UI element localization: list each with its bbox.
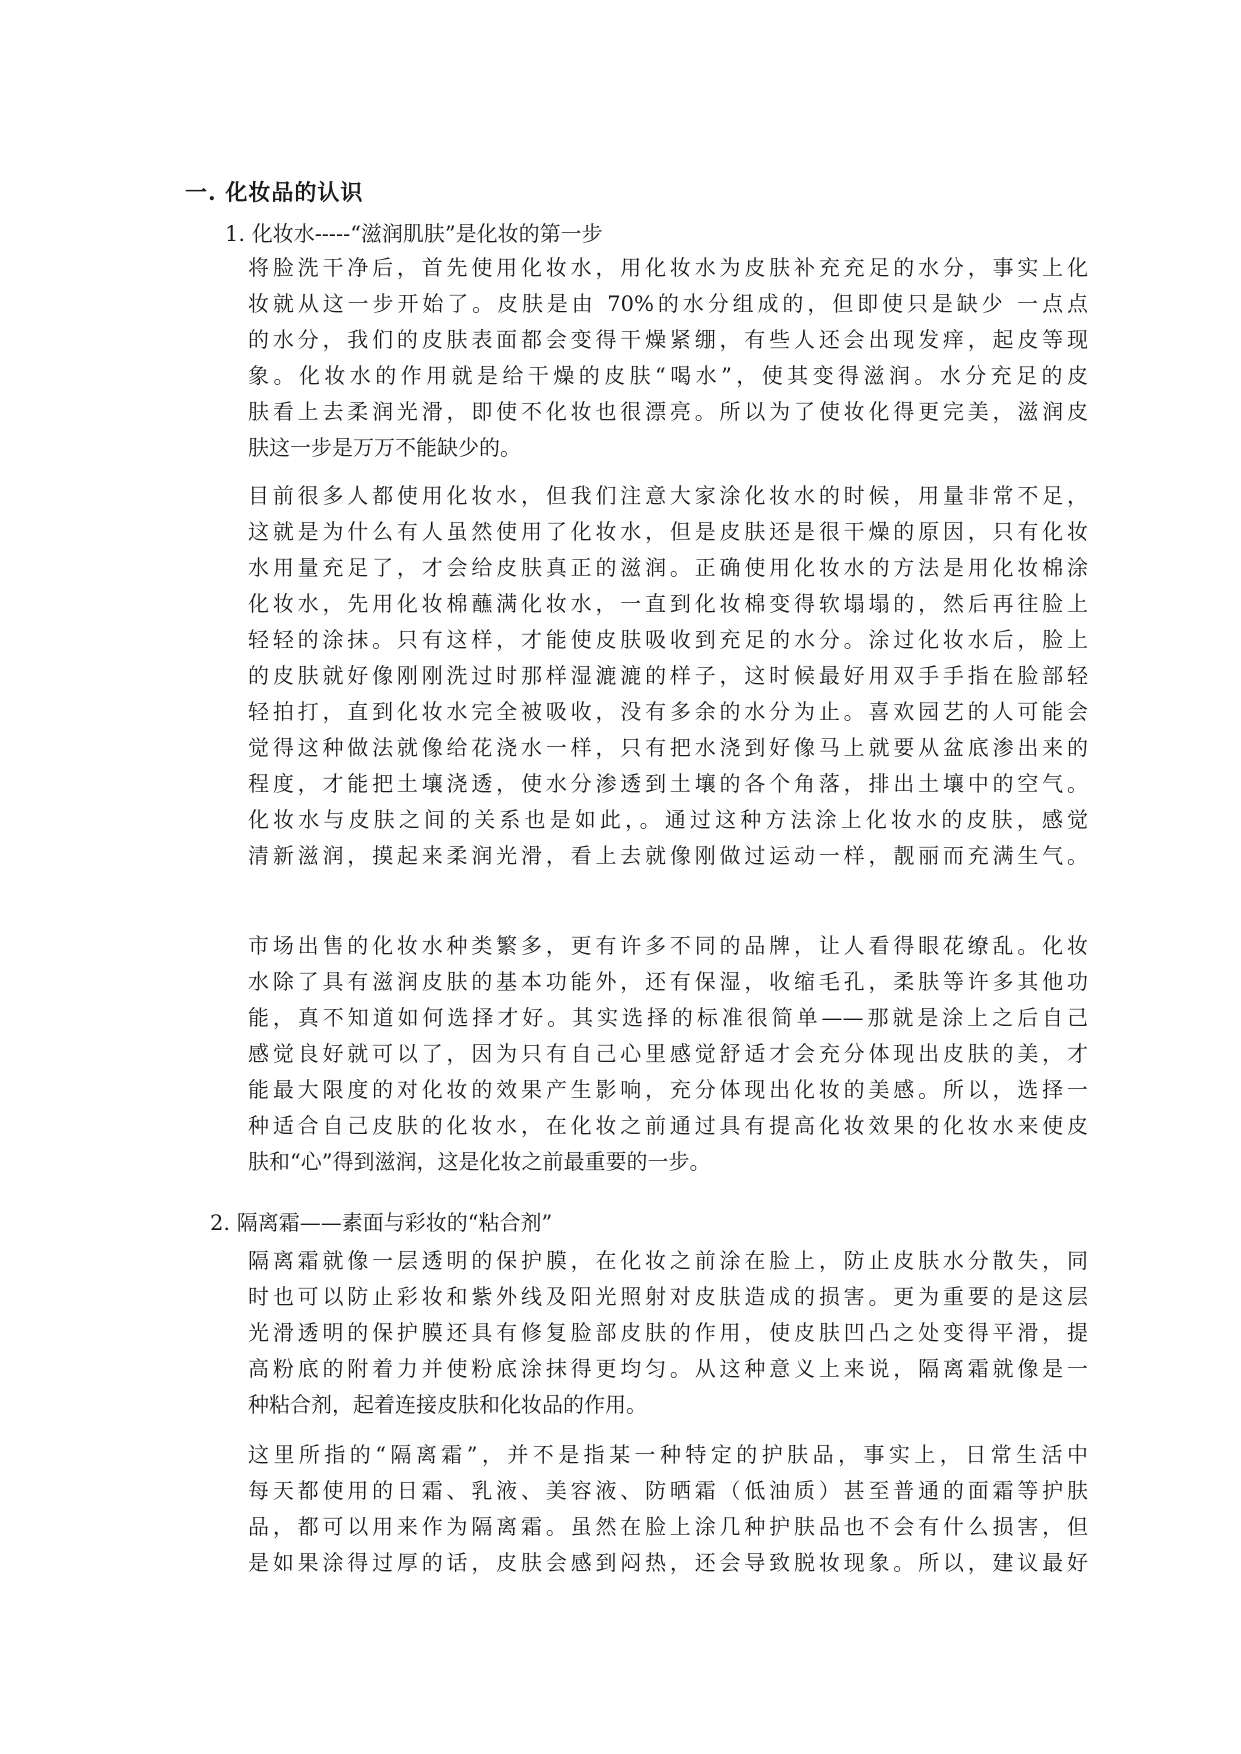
text-line: 市场出售的化妆水种类繁多，更有许多不同的品牌，让人看得眼花缭乱。化妆	[248, 934, 1088, 958]
text-line: 种适合自己皮肤的化妆水，在化妆之前通过具有提高化妆效果的化妆水来使皮	[248, 1114, 1088, 1138]
text-line: 的水分，我们的皮肤表面都会变得干燥紧绷，有些人还会出现发痒，起皮等现	[248, 328, 1088, 352]
section-heading: 一. 化妆品的认识	[185, 180, 364, 206]
text-line: 感觉良好就可以了，因为只有自己心里感觉舒适才会充分体现出皮肤的美，才	[248, 1042, 1088, 1066]
text-line: 目前很多人都使用化妆水，但我们注意大家涂化妆水的时候，用量非常不足，	[248, 484, 1088, 508]
item2-paragraph-2	[248, 1437, 1088, 1581]
text-line: 品，都可以用来作为隔离霜。虽然在脸上涂几种护肤品也不会有什么损害，但	[248, 1515, 1088, 1539]
text-line: 象。化妆水的作用就是给干燥的皮肤“喝水”，使其变得滋润。水分充足的皮	[248, 364, 1088, 388]
item1-paragraph-2	[248, 478, 1088, 874]
text-line: 水除了具有滋润皮肤的基本功能外，还有保湿，收缩毛孔，柔肤等许多其他功	[248, 970, 1088, 994]
text-line: 程度，才能把土壤浇透，使水分渗透到土壤的各个角落，排出土壤中的空气。	[248, 772, 1088, 796]
item1-paragraph-1	[248, 250, 1088, 466]
text-line: 能最大限度的对化妆的效果产生影响，充分体现出化妆的美感。所以，选择一	[248, 1078, 1088, 1102]
item2-title: 2. 隔离霜——素面与彩妆的“粘合剂”	[210, 1211, 553, 1235]
text-line: 肤和“心”得到滋润，这是化妆之前最重要的一步。	[248, 1150, 711, 1174]
text-line: 清新滋润，摸起来柔润光滑，看上去就像刚做过运动一样，靓丽而充满生气。	[248, 844, 1088, 868]
text-line: 这里所指的“隔离霜”，并不是指某一种特定的护肤品，事实上，日常生活中	[248, 1443, 1088, 1467]
text-line: 每天都使用的日霜、乳液、美容液、防晒霜（低油质）甚至普通的面霜等护肤	[248, 1479, 1088, 1503]
text-line: 轻轻的涂抹。只有这样，才能使皮肤吸收到充足的水分。涂过化妆水后，脸上	[248, 628, 1088, 652]
text-line: 是如果涂得过厚的话，皮肤会感到闷热，还会导致脱妆现象。所以，建议最好	[248, 1551, 1088, 1575]
item2-paragraph-1	[248, 1243, 1088, 1423]
text-line: 的皮肤就好像刚刚洗过时那样湿漉漉的样子，这时候最好用双手手指在脸部轻	[248, 664, 1088, 688]
text-line: 觉得这种做法就像给花浇水一样，只有把水浇到好像马上就要从盆底渗出来的	[248, 736, 1088, 760]
text-line: 能，真不知道如何选择才好。其实选择的标准很简单——那就是涂上之后自己	[248, 1006, 1088, 1030]
text-line: 水用量充足了，才会给皮肤真正的滋润。正确使用化妆水的方法是用化妆棉涂	[248, 556, 1088, 580]
text-line: 种粘合剂，起着连接皮肤和化妆品的作用。	[248, 1393, 647, 1417]
item1-paragraph-3	[248, 928, 1088, 1180]
text-line: 妆就从这一步开始了。皮肤是由 70%的水分组成的，但即使只是缺少 一点点	[248, 292, 1088, 316]
text-line: 肤看上去柔润光滑，即使不化妆也很漂亮。所以为了使妆化得更完美，滋润皮	[248, 400, 1088, 424]
text-line: 隔离霜就像一层透明的保护膜，在化妆之前涂在脸上，防止皮肤水分散失，同	[248, 1249, 1088, 1273]
text-line: 时也可以防止彩妆和紫外线及阳光照射对皮肤造成的损害。更为重要的是这层	[248, 1285, 1088, 1309]
text-line: 将脸洗干净后，首先使用化妆水，用化妆水为皮肤补充充足的水分，事实上化	[248, 256, 1088, 280]
text-line: 化妆水与皮肤之间的关系也是如此，。通过这种方法涂上化妆水的皮肤，感觉	[248, 808, 1088, 832]
item1-title: 1. 化妆水-----“滋润肌肤”是化妆的第一步	[225, 222, 603, 246]
text-line: 高粉底的附着力并使粉底涂抹得更均匀。从这种意义上来说，隔离霜就像是一	[248, 1357, 1088, 1381]
text-line: 轻拍打，直到化妆水完全被吸收，没有多余的水分为止。喜欢园艺的人可能会	[248, 700, 1088, 724]
text-line: 光滑透明的保护膜还具有修复脸部皮肤的作用，使皮肤凹凸之处变得平滑，提	[248, 1321, 1088, 1345]
text-line: 肤这一步是万万不能缺少的。	[248, 436, 521, 460]
text-line: 化妆水，先用化妆棉蘸满化妆水，一直到化妆棉变得软塌塌的，然后再往脸上	[248, 592, 1088, 616]
text-line: 这就是为什么有人虽然使用了化妆水，但是皮肤还是很干燥的原因，只有化妆	[248, 520, 1088, 544]
